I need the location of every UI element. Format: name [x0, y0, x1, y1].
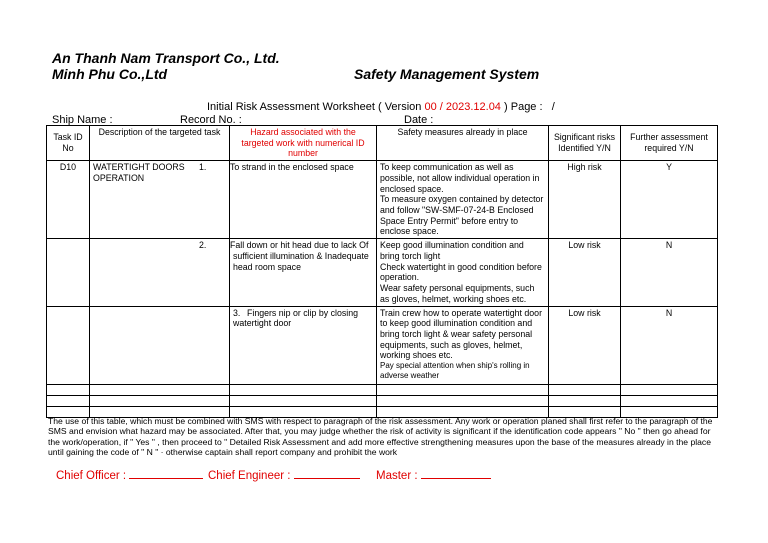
measure-line: To keep communication as well as possible, not allow individual operation in enclosed space. — [380, 162, 540, 194]
empty-cell — [47, 384, 90, 395]
measure-line: Wear safety personal equipments, such as gloves, helmet, working shoes etc. — [380, 283, 535, 304]
chief-officer-label: Chief Officer : — [56, 470, 127, 482]
header-significant: Significant risks Identified Y/N — [549, 126, 621, 161]
measures-cell — [377, 239, 549, 306]
master-label: Master : — [376, 470, 418, 482]
hazard-number: 3. — [233, 307, 241, 318]
chief-engineer-signature — [208, 469, 360, 482]
chief-officer-signature — [56, 469, 203, 482]
version-suffix: ) — [504, 101, 508, 113]
further-assessment-cell: N — [621, 306, 718, 384]
hazard-cell — [230, 306, 377, 384]
task-description-cell — [90, 306, 230, 384]
hazard-text: To strand in the enclosed space — [230, 162, 354, 173]
significant-risk-cell: High risk — [549, 161, 621, 239]
empty-cell — [47, 395, 90, 406]
hazard-text: Fingers nip or clip by closing watertight door — [233, 307, 358, 329]
measure-line: Keep good illumination condition and bring torch light — [380, 240, 524, 261]
header-description: Description of the targeted task — [90, 126, 230, 161]
record-no-label: Record No. : — [180, 114, 242, 126]
significant-risk-cell: Low risk — [549, 239, 621, 306]
header-measures: Safety measures already in place — [377, 126, 549, 161]
date-label: Date : — [404, 114, 434, 126]
significant-risk-cell: Low risk — [549, 306, 621, 384]
chief-officer-signature-line — [129, 469, 203, 479]
empty-cell — [621, 395, 718, 406]
header-further: Further assessment required Y/N — [621, 126, 718, 161]
chief-engineer-label: Chief Engineer : — [208, 470, 291, 482]
empty-row — [47, 395, 718, 406]
page-label: Page : — [510, 101, 543, 113]
empty-cell — [377, 384, 549, 395]
master-signature-line — [421, 469, 491, 479]
measure-line: Train crew how to operate watertight door to keep good illumination condition and bring torch light & wear safety personal equipments, such as gloves, helmet, working shoes etc. — [380, 307, 543, 361]
usage-note: The use of this table, which must be combined with SMS with respect to paragraph of the risk assessment. Any work or operation planed shall first refer to the paragraph of the SMS and envision what hazard may be associated. After that, you may judge whether the risk of activity is significant if the identification code appears " No " then go ahead for the work/operation, if " Yes " , then proceed to " Detailed Risk Assessment and add more effective strengthening measures upon the base of the measures already in the place until gaining the code of " N " · otherwise captain shall report company and prohibit the work — [48, 416, 713, 457]
empty-cell — [549, 384, 621, 395]
master-signature — [376, 469, 491, 482]
hazard-cell — [199, 161, 377, 239]
chief-engineer-signature-line — [294, 469, 360, 479]
table-row — [47, 161, 718, 239]
measure-line-small: Pay special attention when ship's rolling in adverse weather — [380, 361, 530, 380]
worksheet-title-line — [207, 101, 555, 113]
hazard-number: 2. — [199, 240, 207, 251]
header-hazard: Hazard associated with the targeted work with numerical ID number — [230, 126, 377, 161]
further-assessment-cell: Y — [621, 161, 718, 239]
hazard-text: Fall down or hit head due to lack Of sufficient illumination & Inadequate head room space — [230, 240, 369, 272]
measures-cell — [377, 161, 549, 239]
empty-cell — [621, 384, 718, 395]
company-name-2: Minh Phu Co.,Ltd — [52, 66, 168, 82]
risk-assessment-table — [46, 125, 718, 418]
measure-line: Check watertight in good condition before operation. — [380, 261, 542, 283]
empty-cell — [549, 395, 621, 406]
table-row — [47, 239, 718, 306]
company-name-1: An Thanh Nam Transport Co., Ltd. — [52, 50, 280, 66]
empty-cell — [230, 384, 377, 395]
task-id-cell — [47, 306, 90, 384]
measure-line: To measure oxygen contained by detector and follow "SW-SMF-07-24-B Enclosed Space Entry Permit" before entry to enclose space. — [380, 194, 544, 237]
empty-cell — [90, 395, 230, 406]
ship-name-label: Ship Name : — [52, 114, 113, 126]
system-title: Safety Management System — [354, 66, 540, 82]
header-task-id: Task ID No — [47, 126, 90, 161]
version-value: 00 / 2023.12.04 — [424, 101, 501, 113]
empty-row — [47, 384, 718, 395]
task-description-cell — [90, 239, 230, 306]
version-prefix: ( Version — [377, 101, 422, 113]
table-row — [47, 306, 718, 384]
hazard-cell — [199, 239, 377, 306]
task-description-cell: WATERTIGHT DOORS OPERATION — [90, 161, 230, 239]
further-assessment-cell: N — [621, 239, 718, 306]
empty-cell — [377, 395, 549, 406]
task-id-cell: D10 — [47, 161, 90, 239]
page-separator: / — [551, 101, 555, 113]
empty-cell — [230, 395, 377, 406]
hazard-number: 1. — [199, 162, 207, 173]
task-id-cell — [47, 239, 90, 306]
measures-cell — [377, 306, 549, 384]
worksheet-title: Initial Risk Assessment Worksheet — [207, 101, 375, 113]
header-row — [47, 126, 718, 161]
empty-cell — [90, 384, 230, 395]
